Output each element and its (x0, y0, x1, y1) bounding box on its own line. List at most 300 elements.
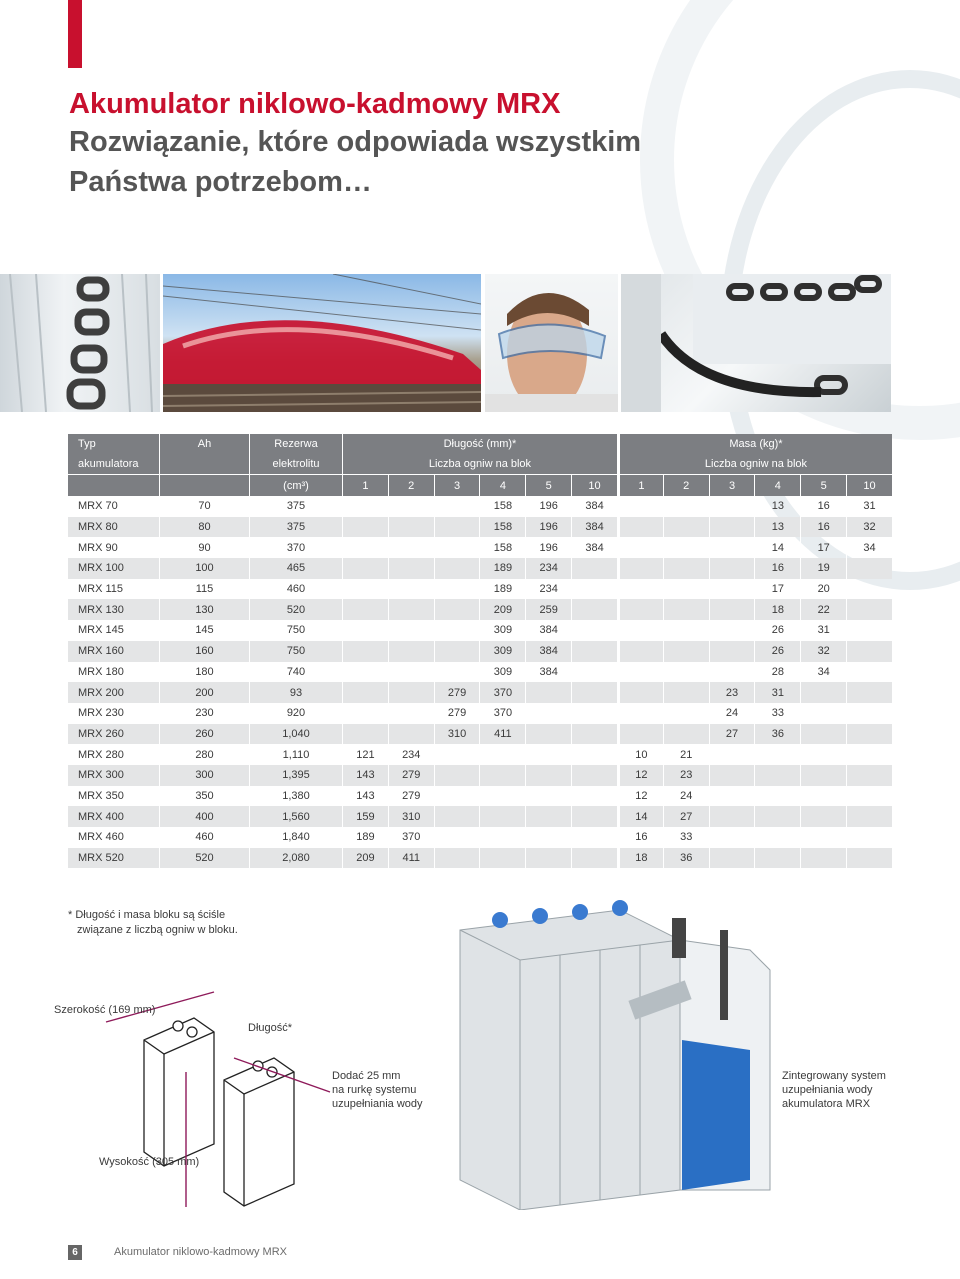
electrolyte-reserve-cell: 375 (249, 496, 342, 517)
mass-cell (617, 703, 663, 724)
mass-cell: 14 (754, 537, 800, 558)
system-note-line: uzupełniania wody (782, 1084, 873, 1096)
length-cell (434, 827, 480, 848)
length-cell (434, 744, 480, 765)
table-row (68, 620, 892, 641)
mass-cell (709, 848, 755, 869)
mass-cell (709, 537, 755, 558)
cell-count-header: 1 (617, 474, 663, 496)
mass-cell: 16 (617, 827, 663, 848)
mass-cell: 16 (800, 496, 846, 517)
length-cell (571, 682, 617, 703)
mass-cell (754, 786, 800, 807)
length-cell (479, 848, 525, 869)
mass-cell: 27 (663, 806, 709, 827)
battery-type-cell: MRX 145 (78, 624, 124, 637)
column-header-dlugosc: Długość (mm)* (342, 434, 617, 454)
cell-count-header: 3 (434, 474, 480, 496)
length-cell (342, 620, 388, 641)
mass-cell: 34 (800, 662, 846, 683)
mass-cell: 26 (754, 641, 800, 662)
table-row (68, 848, 892, 869)
technician-photo (485, 274, 618, 412)
length-cell (525, 765, 571, 786)
mass-cell: 17 (754, 579, 800, 600)
mass-cell (800, 806, 846, 827)
table-row (68, 517, 892, 538)
length-cell: 143 (342, 765, 388, 786)
length-cell (388, 641, 434, 662)
length-cell: 279 (434, 682, 480, 703)
electrolyte-reserve-cell: 750 (249, 620, 342, 641)
mass-cell (800, 703, 846, 724)
battery-type-cell: MRX 400 (68, 806, 159, 827)
column-header-typ: Typ (68, 434, 159, 454)
mass-cell (846, 662, 892, 683)
length-cell (342, 662, 388, 683)
length-cell (525, 848, 571, 869)
dimension-diagram (54, 962, 364, 1214)
specification-table (68, 434, 892, 868)
mass-cell: 32 (800, 641, 846, 662)
table-header-row (68, 434, 892, 454)
electrolyte-reserve-cell: 1,110 (249, 744, 342, 765)
mass-cell (617, 558, 663, 579)
length-cell: 196 (525, 496, 571, 517)
mass-cell (709, 662, 755, 683)
cell-count-header: 4 (479, 474, 525, 496)
mass-cell (800, 786, 846, 807)
table-row (68, 786, 892, 807)
length-cell: 121 (342, 744, 388, 765)
capacity-cell: 300 (159, 765, 249, 786)
mass-cell: 10 (617, 744, 663, 765)
page-subtitle-line1: Rozwiązanie, które odpowiada wszystkim (69, 126, 642, 158)
mass-cell: 21 (663, 744, 709, 765)
mass-cell: 23 (663, 765, 709, 786)
mass-cell (846, 558, 892, 579)
length-cell (342, 537, 388, 558)
length-cell: 189 (342, 827, 388, 848)
mass-cell (846, 703, 892, 724)
capacity-cell: 520 (159, 848, 249, 869)
table-row (68, 558, 892, 579)
header-empty-cell (68, 474, 159, 496)
mass-cell (709, 806, 755, 827)
mass-cell (846, 786, 892, 807)
mass-cell (846, 724, 892, 745)
mass-cell (617, 724, 663, 745)
length-cell (388, 579, 434, 600)
length-cell (525, 786, 571, 807)
length-cell: 384 (525, 662, 571, 683)
length-cell: 158 (479, 517, 525, 538)
mass-cell: 28 (754, 662, 800, 683)
table-row (68, 703, 892, 724)
mass-cell: 36 (663, 848, 709, 869)
electrolyte-reserve-cell: 370 (249, 537, 342, 558)
length-cell: 370 (479, 703, 525, 724)
column-header-masa: Masa (kg)* (617, 434, 892, 454)
length-cell: 234 (388, 744, 434, 765)
mass-cell: 16 (800, 517, 846, 538)
length-cell (342, 641, 388, 662)
cell-count-header: 2 (388, 474, 434, 496)
length-label: Długość* (248, 1022, 293, 1034)
electrolyte-reserve-cell: 460 (249, 579, 342, 600)
length-cell (479, 786, 525, 807)
length-cell (571, 599, 617, 620)
electrolyte-reserve-cell: 520 (249, 599, 342, 620)
mass-cell: 18 (617, 848, 663, 869)
mass-cell: 26 (754, 620, 800, 641)
refill-note-line: uzupełniania wody (332, 1098, 423, 1110)
accent-bar (68, 0, 82, 68)
height-label: Wysokość (305 mm) (99, 1156, 200, 1168)
capacity-cell: 260 (159, 724, 249, 745)
length-cell (342, 496, 388, 517)
capacity-cell: 70 (159, 496, 249, 517)
table-row (68, 744, 892, 765)
length-cell (388, 496, 434, 517)
system-note (782, 1069, 886, 1111)
battery-type-cell: MRX 350 (78, 789, 124, 802)
length-cell (434, 662, 480, 683)
mass-cell (709, 827, 755, 848)
length-cell: 384 (525, 641, 571, 662)
mass-cell: 13 (754, 496, 800, 517)
battery-type-cell: MRX 100 (68, 558, 159, 579)
capacity-cell: 145 (159, 620, 249, 641)
refill-note-line: Dodać 25 mm (332, 1070, 401, 1082)
length-cell (388, 558, 434, 579)
length-cell (434, 620, 480, 641)
length-cell: 310 (434, 724, 480, 745)
mass-cell (800, 848, 846, 869)
footnote-line: związane z liczbą ogniw w bloku. (77, 924, 238, 936)
length-cell: 411 (479, 724, 525, 745)
length-cell (479, 806, 525, 827)
electrolyte-reserve-cell: 465 (249, 558, 342, 579)
battery-type-cell: MRX 80 (68, 517, 159, 538)
length-cell: 209 (342, 848, 388, 869)
capacity-cell: 460 (159, 827, 249, 848)
footer-title: Akumulator niklowo-kadmowy MRX (114, 1246, 287, 1258)
capacity-cell: 230 (159, 703, 249, 724)
mass-cell (709, 620, 755, 641)
length-cell: 411 (388, 848, 434, 869)
mass-cell (754, 765, 800, 786)
length-cell: 234 (525, 558, 571, 579)
mass-cell: 36 (754, 724, 800, 745)
mass-cell: 33 (663, 827, 709, 848)
width-label: Szerokość (169 mm) (54, 1004, 156, 1016)
electrolyte-reserve-cell: 1,840 (249, 827, 342, 848)
length-cell (388, 703, 434, 724)
length-cell: 196 (525, 517, 571, 538)
cell-count-header: 5 (525, 474, 571, 496)
table-header-row (68, 454, 892, 474)
mass-cell: 16 (754, 558, 800, 579)
length-cell: 384 (571, 517, 617, 538)
column-header-ah: Ah (159, 434, 249, 454)
electrolyte-reserve-cell: 750 (249, 641, 342, 662)
mass-cell (663, 724, 709, 745)
capacity-cell: 80 (159, 517, 249, 538)
header-empty-cell (159, 454, 249, 474)
mass-cell (617, 517, 663, 538)
column-header-liczba-dlugosc: Liczba ogniw na blok (342, 454, 617, 474)
mass-cell (754, 806, 800, 827)
battery-type-cell: MRX 260 (68, 724, 159, 745)
length-cell: 309 (479, 620, 525, 641)
cell-count-header: 2 (663, 474, 709, 496)
mass-cell (846, 765, 892, 786)
table-row (68, 682, 892, 703)
length-cell (388, 517, 434, 538)
length-cell: 310 (388, 806, 434, 827)
length-cell (525, 827, 571, 848)
mass-cell (846, 599, 892, 620)
length-cell (434, 496, 480, 517)
system-note-line: Zintegrowany system (782, 1070, 886, 1082)
mass-cell: 19 (800, 558, 846, 579)
length-cell: 370 (479, 682, 525, 703)
length-cell: 189 (479, 579, 525, 600)
length-cell (571, 744, 617, 765)
capacity-cell: 130 (159, 599, 249, 620)
battery-type-cell: MRX 70 (78, 500, 118, 513)
mass-cell: 22 (800, 599, 846, 620)
battery-type-cell: MRX 460 (78, 831, 124, 844)
mass-cell: 23 (709, 682, 755, 703)
footnote-line: * Długość i masa bloku są ściśle (68, 909, 226, 921)
length-cell: 384 (571, 496, 617, 517)
length-cell: 234 (525, 579, 571, 600)
mass-cell (709, 517, 755, 538)
length-cell (388, 682, 434, 703)
column-header-elektrolitu: elektrolitu (249, 454, 342, 474)
length-cell: 189 (479, 558, 525, 579)
table-row (68, 537, 892, 558)
table-row (68, 599, 892, 620)
capacity-cell: 100 (159, 558, 249, 579)
length-cell (479, 827, 525, 848)
length-cell: 158 (479, 537, 525, 558)
mass-cell (709, 786, 755, 807)
mass-cell (800, 724, 846, 745)
mass-cell (846, 827, 892, 848)
length-cell: 370 (388, 827, 434, 848)
length-cell (571, 703, 617, 724)
electrolyte-reserve-cell: 375 (249, 517, 342, 538)
page-title: Akumulator niklowo-kadmowy MRX (69, 88, 561, 120)
length-cell: 309 (479, 662, 525, 683)
length-cell (342, 558, 388, 579)
mass-cell (709, 579, 755, 600)
mass-cell: 20 (800, 579, 846, 600)
length-cell (388, 599, 434, 620)
train-photo (163, 274, 481, 412)
length-cell (342, 703, 388, 724)
column-header-rezerwa: Rezerwa (249, 434, 342, 454)
mass-cell (663, 620, 709, 641)
battery-cells-photo (0, 274, 160, 412)
refill-note-line: na rurkę systemu (332, 1084, 417, 1096)
length-cell (571, 724, 617, 745)
mass-cell: 34 (846, 537, 892, 558)
mass-cell (846, 579, 892, 600)
mass-cell (663, 662, 709, 683)
battery-type-cell: MRX 180 (78, 665, 124, 678)
mass-cell (709, 558, 755, 579)
battery-cabinet-photo (621, 274, 891, 412)
mass-cell (663, 537, 709, 558)
mass-cell (663, 579, 709, 600)
cell-count-header: 4 (754, 474, 800, 496)
battery-type-cell: MRX 230 (78, 707, 124, 720)
mass-cell: 31 (800, 620, 846, 641)
mass-cell (846, 682, 892, 703)
table-row (68, 579, 892, 600)
length-cell (434, 641, 480, 662)
length-cell (571, 806, 617, 827)
mass-cell: 12 (617, 786, 663, 807)
table-row (68, 765, 892, 786)
table-row (68, 496, 892, 517)
length-cell: 143 (342, 786, 388, 807)
electrolyte-reserve-cell: 1,395 (249, 765, 342, 786)
length-cell (571, 662, 617, 683)
page-subtitle-line2: Państwa potrzebom… (69, 166, 372, 198)
length-cell (525, 724, 571, 745)
column-header-akumulatora: akumulatora (68, 454, 159, 474)
length-cell (434, 806, 480, 827)
mass-cell: 13 (754, 517, 800, 538)
length-cell (434, 848, 480, 869)
table-row (68, 806, 892, 827)
mass-cell: 31 (846, 496, 892, 517)
capacity-cell: 160 (159, 641, 249, 662)
mass-cell (617, 537, 663, 558)
mass-cell (800, 765, 846, 786)
capacity-cell: 280 (159, 744, 249, 765)
mass-cell (617, 496, 663, 517)
length-cell: 259 (525, 599, 571, 620)
length-cell (434, 599, 480, 620)
length-cell (388, 620, 434, 641)
length-cell: 196 (525, 537, 571, 558)
battery-type-cell: MRX 200 (68, 682, 159, 703)
length-cell (571, 579, 617, 600)
electrolyte-reserve-cell: 1,560 (249, 806, 342, 827)
mass-cell: 17 (800, 537, 846, 558)
length-cell: 158 (479, 496, 525, 517)
mass-cell (617, 620, 663, 641)
mass-cell: 12 (617, 765, 663, 786)
cell-count-header: 1 (342, 474, 388, 496)
mass-cell (617, 682, 663, 703)
battery-type-cell: MRX 280 (78, 748, 124, 761)
length-cell (525, 703, 571, 724)
mass-cell (617, 599, 663, 620)
battery-type-cell: MRX 160 (68, 641, 159, 662)
cell-count-header: 3 (709, 474, 755, 496)
length-cell: 209 (479, 599, 525, 620)
mass-cell (800, 682, 846, 703)
length-cell (388, 724, 434, 745)
length-cell (342, 517, 388, 538)
length-cell (342, 599, 388, 620)
table-header-row (68, 474, 892, 496)
mass-cell (663, 558, 709, 579)
capacity-cell: 200 (159, 682, 249, 703)
cell-count-header: 10 (571, 474, 617, 496)
length-cell: 279 (388, 765, 434, 786)
mass-cell: 33 (754, 703, 800, 724)
mass-cell (617, 662, 663, 683)
table-body (68, 496, 892, 868)
mass-cell (846, 620, 892, 641)
length-cell: 159 (342, 806, 388, 827)
battery-type-cell: MRX 520 (68, 848, 159, 869)
mass-cell (617, 579, 663, 600)
length-cell (434, 786, 480, 807)
length-cell (525, 744, 571, 765)
mass-cell (800, 744, 846, 765)
mass-cell (663, 641, 709, 662)
mass-cell (800, 827, 846, 848)
length-cell (571, 620, 617, 641)
mass-cell: 24 (709, 703, 755, 724)
mass-cell (754, 744, 800, 765)
length-cell (388, 662, 434, 683)
battery-cutaway-illustration (450, 890, 780, 1210)
mass-cell (709, 496, 755, 517)
mass-cell (709, 641, 755, 662)
electrolyte-reserve-cell: 920 (249, 703, 342, 724)
length-cell (434, 765, 480, 786)
mass-cell (754, 848, 800, 869)
mass-cell (663, 517, 709, 538)
cell-count-header: 10 (846, 474, 892, 496)
battery-type-cell: MRX 90 (78, 541, 118, 554)
mass-cell (846, 806, 892, 827)
length-cell (434, 579, 480, 600)
length-cell (388, 537, 434, 558)
length-cell: 309 (479, 641, 525, 662)
mass-cell: 27 (709, 724, 755, 745)
mass-cell (846, 744, 892, 765)
cell-count-header: 5 (800, 474, 846, 496)
refill-note (332, 1069, 423, 1111)
capacity-cell: 400 (159, 806, 249, 827)
electrolyte-reserve-cell: 1,380 (249, 786, 342, 807)
table-row (68, 827, 892, 848)
footnote (68, 908, 238, 938)
mass-cell (663, 599, 709, 620)
table-row (68, 724, 892, 745)
electrolyte-reserve-cell: 740 (249, 662, 342, 683)
length-cell (571, 827, 617, 848)
length-cell (434, 537, 480, 558)
mass-cell (617, 641, 663, 662)
table-row (68, 662, 892, 683)
mass-cell (663, 682, 709, 703)
mass-cell (709, 744, 755, 765)
length-cell: 279 (434, 703, 480, 724)
page-number: 6 (68, 1245, 82, 1260)
